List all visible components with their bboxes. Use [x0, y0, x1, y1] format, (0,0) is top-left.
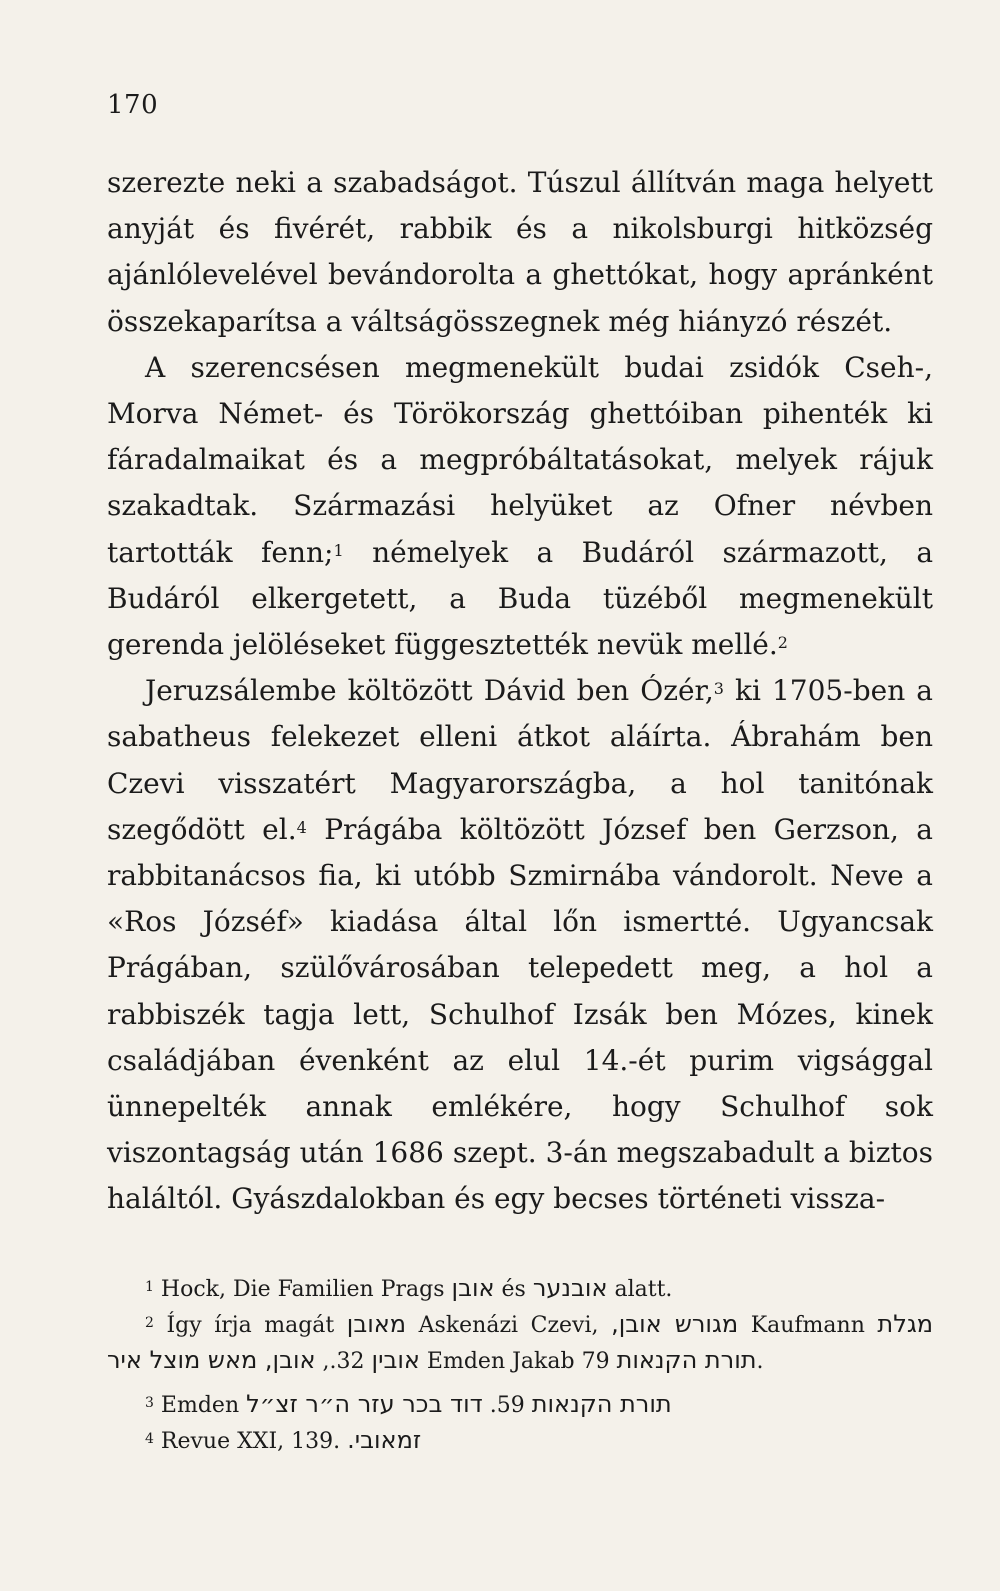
footnote-4-hebrew-1: זמאובי.	[347, 1425, 422, 1454]
footnote-ref-1[interactable]: 1	[333, 540, 344, 560]
paragraph-3	[107, 668, 933, 1222]
page-number: 170	[107, 90, 159, 120]
footnote-1	[107, 1271, 933, 1307]
footnotes	[107, 1271, 933, 1459]
footnote-3-hebrew-1: תורת הקנאות	[531, 1389, 672, 1418]
footnote-2	[107, 1307, 933, 1379]
footnote-1-hebrew-1: אובן	[451, 1273, 495, 1302]
footnote-2-hebrew-4: אובן, מאש מוצל איר	[107, 1345, 316, 1374]
footnote-1-text-a: Hock, Die Familien Prags	[160, 1276, 445, 1302]
footnote-4	[107, 1423, 933, 1459]
main-text	[107, 160, 933, 1223]
paragraph-2-text-b: némelyek a Budáról származott, a Budáról elkergetett, a Buda tüzéből megmenekült gerenda jelöléseket függesztették nevük mellé.	[107, 535, 934, 662]
paragraph-3-text-b: ki 1705-ben a sabatheus felekezet elleni átkot aláírta. Ábrahám ben Czevi visszatért Magyarországba, a hol tanitónak szegődött el.	[107, 674, 933, 846]
footnote-2-text-e: Emden Jakab	[426, 1348, 575, 1374]
footnote-2-text-a: Így írja magát	[166, 1312, 335, 1338]
footnote-3	[107, 1387, 933, 1423]
footnote-2-number: 2	[145, 1314, 154, 1331]
footnote-2-hebrew-5: תורת הקנאות	[616, 1345, 757, 1374]
paragraph-3-text-c: Prágába költözött József ben Gerzson, a rabbitanácsos fia, ki utóbb Szmirnába vándorolt. Neve a «Ros Józséf» kiadása által lőn ismertté. Ugyancsak Prágában, szülővárosában telepedett meg, a hol a rabbiszék tagja lett, Schulhof Izsák ben Mózes, kinek családjában évenként az elul 14.-ét purim vigsággal ünnepelték annak emlékére, hogy Schulhof sok viszontagság után 1686 szept. 3-án megszabadult a biztos haláltól. Gyászdalokban és egy becses történeti vissza-	[107, 812, 933, 1216]
paragraph-2-text-a: A szerencsésen megmenekült budai zsidók Cseh-, Morva Német- és Törökország ghettóiban pihenték ki fáradalmaikat és a megpróbáltatásokat, melyek rájuk szakadtak. Származási helyüket az Ofner névben tartották fenn;	[107, 350, 933, 569]
footnote-4-number: 4	[145, 1430, 154, 1447]
paragraph-1-text: szerezte neki a szabadságot. Túszul állítván maga helyett anyját és fivérét, rabbik és a nikolsburgi hitközség ajánlólevelével bevándorolta a ghettókat, hogy apránként összekaparítsa a váltságösszegnek még hiányzó részét.	[107, 166, 933, 338]
footnote-2-hebrew-3: מגלת אובין	[371, 1309, 934, 1374]
footnote-2-text-c: Kaufmann	[750, 1312, 865, 1338]
footnote-4-text-a: Revue XXI, 139.	[160, 1428, 341, 1454]
footnote-2-text-f: 79.	[581, 1348, 764, 1374]
footnote-1-text-b: és	[501, 1276, 526, 1302]
paragraph-3-text-a: Jeruzsálembe költözött Dávid ben Ózér,	[145, 674, 714, 708]
footnote-2-hebrew-1: מאובן	[346, 1309, 407, 1338]
footnote-3-number: 3	[145, 1394, 154, 1411]
footnote-3-hebrew-2: דוד בכר עזר ה״ר זצ״ל	[246, 1389, 483, 1418]
footnote-ref-3[interactable]: 3	[713, 679, 724, 699]
footnote-gap	[107, 1379, 933, 1387]
footnote-2-text-d: 32.,	[322, 1348, 365, 1374]
paragraph-2	[107, 345, 933, 668]
footnote-1-hebrew-2: אובנער	[532, 1273, 608, 1302]
footnote-2-text-b: Askenázi Czevi,	[418, 1312, 599, 1338]
footnote-3-text-a: Emden	[160, 1392, 240, 1418]
footnote-1-number: 1	[145, 1278, 154, 1295]
footnote-3-text-b: 59.	[489, 1392, 525, 1418]
paragraph-1	[107, 160, 933, 345]
footnote-ref-4[interactable]: 4	[296, 817, 307, 837]
footnote-2-hebrew-2: מגורש אובן,	[611, 1309, 739, 1338]
footnote-1-text-c: alatt.	[614, 1276, 673, 1302]
footnote-ref-2[interactable]: 2	[777, 633, 788, 653]
